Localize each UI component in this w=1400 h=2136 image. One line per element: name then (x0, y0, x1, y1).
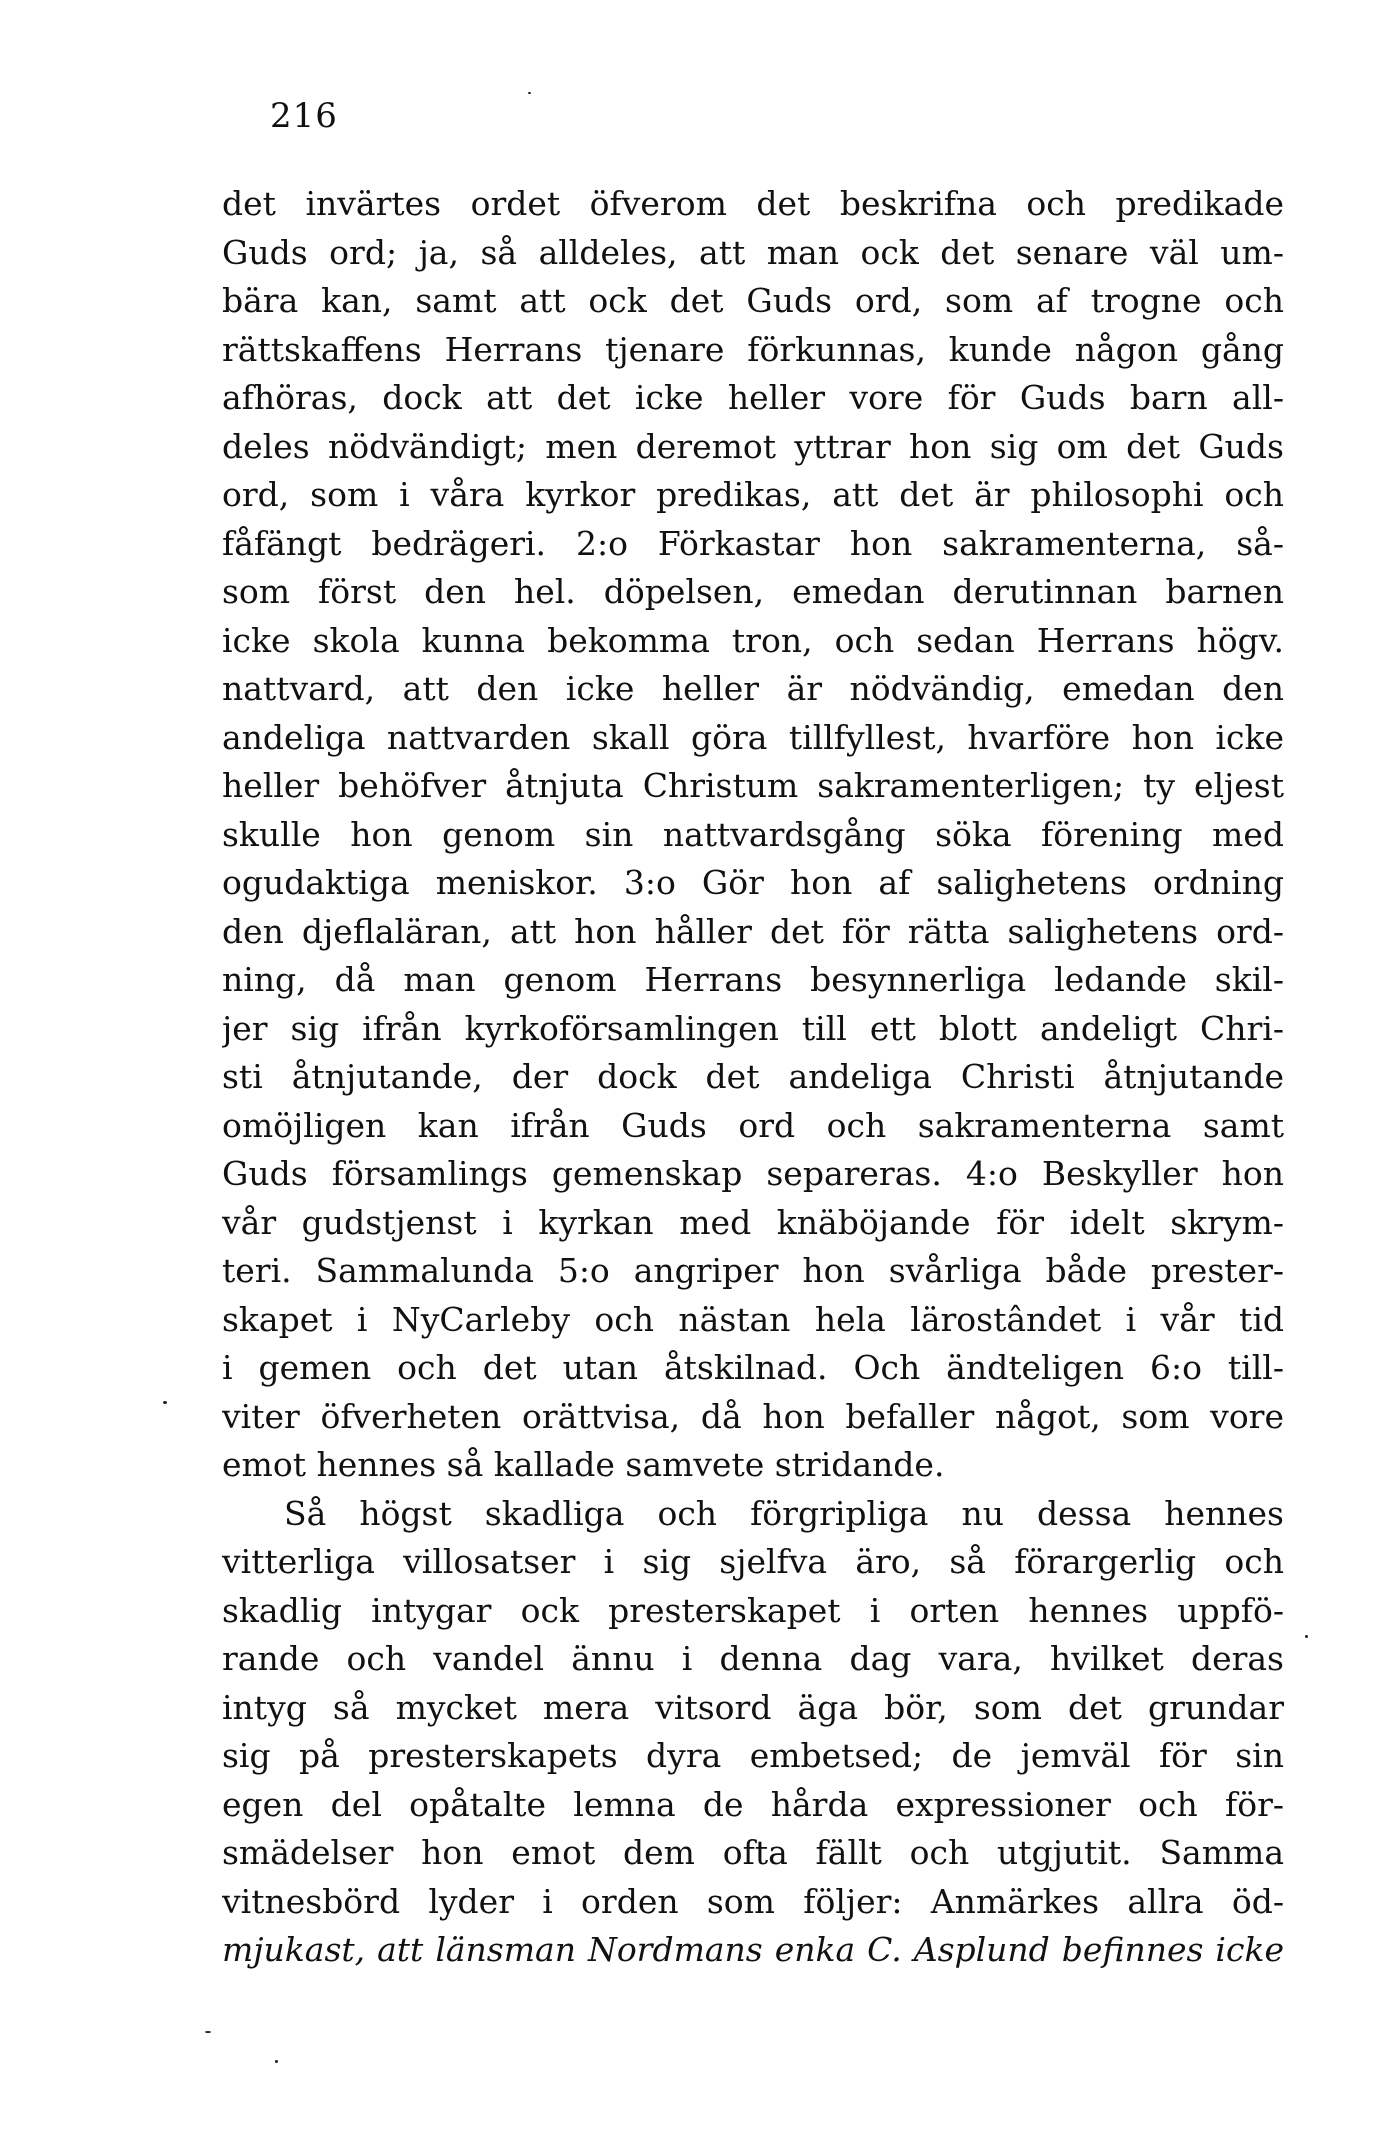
text-line: i gemen och det utan åtskilnad. Och ändteligen 6:o till- (222, 1348, 1284, 1387)
text-line: ord, som i våra kyrkor predikas, att det är philosophi och (222, 475, 1284, 514)
text-line: teri. Sammalunda 5:o angriper hon svårliga både prester- (222, 1251, 1284, 1290)
text-line: viter öfverheten orättvisa, då hon befaller något, som vore (222, 1396, 1284, 1436)
paragraph-start-line: Så högst skadliga och förgripliga nu dessa hennes (284, 1493, 1284, 1533)
text-line: bära kan, samt att ock det Guds ord, som af trogne och (222, 281, 1284, 320)
text-line: afhöras, dock att det icke heller vore för Guds barn all- (222, 378, 1284, 417)
text-line: ogudaktiga meniskor. 3:o Gör hon af salighetens ordning (222, 863, 1284, 902)
text-line: sig på presterskapets dyra embetsed; de jemväl för sin (222, 1736, 1284, 1775)
text-line: skapet i NyCarleby och nästan hela lärostândet i vår tid (222, 1299, 1284, 1339)
text-line: rättskaffens Herrans tjenare förkunnas, kunde någon gång (222, 329, 1284, 369)
text-line: som först den hel. döpelsen, emedan derutinnan barnen (222, 572, 1284, 611)
text-line: deles nödvändigt; men deremot yttrar hon sig om det Guds (222, 426, 1284, 466)
print-speck (528, 92, 531, 94)
paragraph-end-line: emot hennes så kallade samvete stridande. (222, 1445, 945, 1484)
text-line: Guds ord; ja, så alldeles, att man ock det senare väl um- (222, 232, 1284, 272)
text-line: vitterliga villosatser i sig sjelfva äro, så förargerlig och (222, 1542, 1284, 1581)
text-line: vitnesbörd lyder i orden som följer: Anmärkes allra öd- (222, 1881, 1284, 1921)
text-line: den djeflaläran, att hon håller det för rätta salighetens ord- (222, 911, 1284, 951)
text-line: skulle hon genom sin nattvardsgång söka förening med (222, 814, 1284, 854)
page-number: 216 (270, 96, 338, 136)
print-speck (163, 1401, 167, 1404)
text-line: ning, då man genom Herrans besynnerliga ledande skil- (222, 960, 1284, 999)
body-text (222, 180, 1284, 1975)
text-line: skadlig intygar ock presterskapet i orten hennes uppfö- (222, 1590, 1284, 1630)
print-speck (275, 2060, 278, 2063)
text-line: heller behöfver åtnjuta Christum sakramenterligen; ty eljest (222, 766, 1284, 805)
text-line: icke skola kunna bekomma tron, och sedan Herrans högv. (222, 620, 1284, 660)
text-line: andeliga nattvarden skall göra tillfyllest, hvarföre hon icke (222, 717, 1284, 757)
text-line: jer sig ifrån kyrkoförsamlingen till ett blott andeligt Chri- (222, 1008, 1284, 1048)
print-speck (1305, 1635, 1308, 1638)
text-line: fåfängt bedrägeri. 2:o Förkastar hon sakramenterna, så- (222, 523, 1284, 563)
italic-text-line: mjukast, att länsman Nordmans enka C. Asplund befinnes icke (222, 1930, 1284, 1969)
text-line: egen del opåtalte lemna de hårda expressioner och för- (222, 1784, 1284, 1824)
text-line: Guds församlings gemenskap separeras. 4:o Beskyller hon (222, 1154, 1284, 1193)
text-line: det invärtes ordet öfverom det beskrifna och predikade (222, 184, 1284, 223)
text-line: intyg så mycket mera vitsord äga bör, som det grundar (222, 1687, 1284, 1727)
text-line: sti åtnjutande, der dock det andeliga Christi åtnjutande (222, 1057, 1284, 1096)
text-line: omöjligen kan ifrån Guds ord och sakramenterna samt (222, 1105, 1284, 1145)
text-line: nattvard, att den icke heller är nödvändig, emedan den (222, 669, 1284, 708)
print-speck (205, 2031, 211, 2033)
text-line: vår gudstjenst i kyrkan med knäböjande för idelt skrym- (222, 1202, 1284, 1242)
text-line: rande och vandel ännu i denna dag vara, hvilket deras (222, 1639, 1284, 1678)
text-line: smädelser hon emot dem ofta fällt och utgjutit. Samma (222, 1833, 1284, 1872)
